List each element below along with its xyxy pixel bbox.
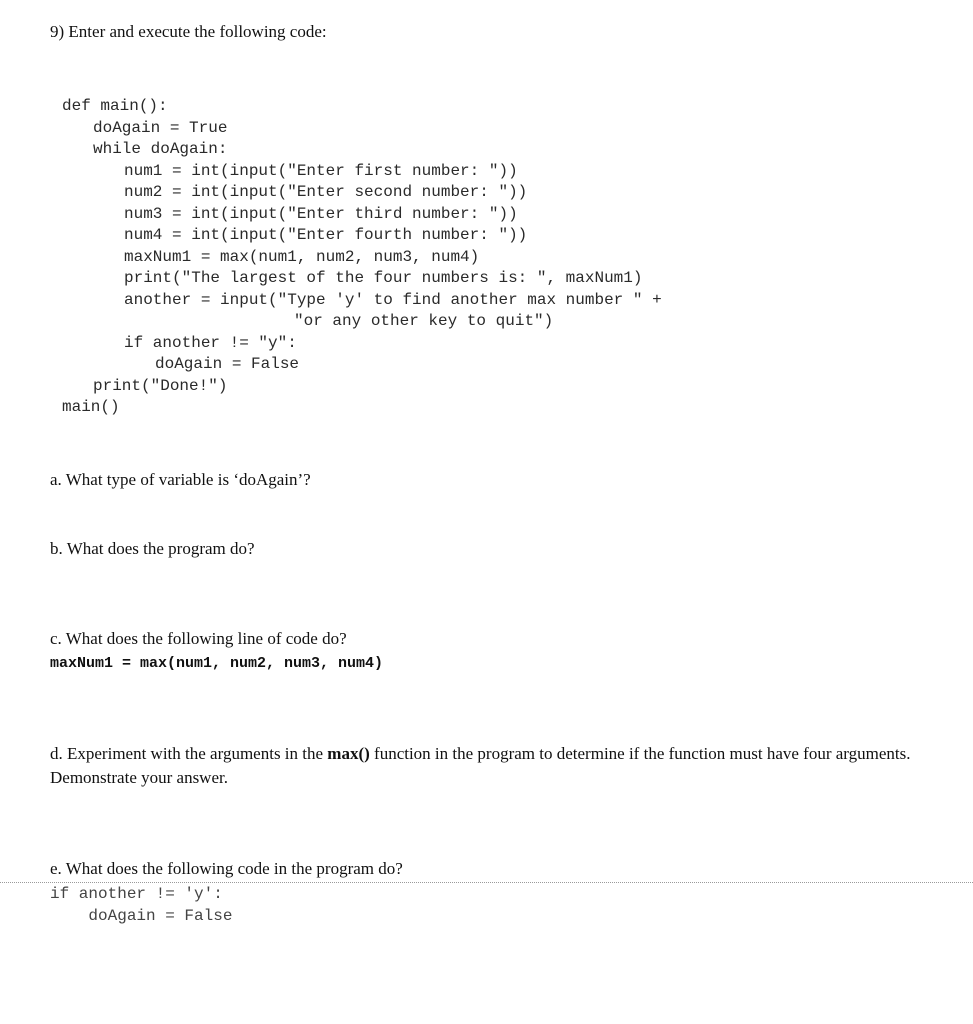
code-line: num4 = int(input("Enter fourth number: ")) (124, 226, 528, 244)
question-d-text-start: d. Experiment with the arguments in the (50, 744, 328, 763)
code-line: print("The largest of the four numbers is: ", maxNum1) (124, 269, 643, 287)
code-line: "or any other key to quit") (294, 312, 554, 330)
code-line: main() (62, 398, 120, 416)
question-d (50, 742, 930, 790)
code-line: print("Done!") (93, 376, 228, 395)
question-d-function-name: max() (327, 744, 370, 763)
code-line: num3 = int(input("Enter third number: ")) (124, 204, 518, 223)
code-line: doAgain = False (155, 355, 300, 373)
code-line: num1 = int(input("Enter first number: ")) (124, 161, 518, 180)
code-line: while doAgain: (93, 140, 228, 158)
question-c: c. What does the following line of code do? (50, 629, 347, 648)
code-line: another = input("Type 'y' to find another max number " + (124, 290, 662, 309)
question-a: a. What type of variable is ‘doAgain’? (50, 470, 311, 489)
question-d-text-end: function in the program to determine if the function must have four arguments. Demonstrate your answer. (50, 744, 911, 787)
question-heading: 9) Enter and execute the following code: (50, 22, 327, 41)
code-line: num2 = int(input("Enter second number: ")) (124, 183, 528, 201)
code-line: if another != "y": (124, 333, 297, 352)
code-line: doAgain = True (93, 118, 228, 137)
question-c-code: maxNum1 = max(num1, num2, num3, num4) (50, 655, 384, 672)
question-e-code-line-2: doAgain = False (50, 907, 233, 925)
code-line: maxNum1 = max(num1, num2, num3, num4) (124, 247, 480, 266)
code-block (62, 96, 662, 419)
code-line: def main(): (62, 97, 168, 115)
question-e: e. What does the following code in the program do? (50, 859, 403, 878)
question-b: b. What does the program do? (50, 539, 255, 558)
question-e-code-line-1: if another != 'y': (50, 885, 223, 903)
